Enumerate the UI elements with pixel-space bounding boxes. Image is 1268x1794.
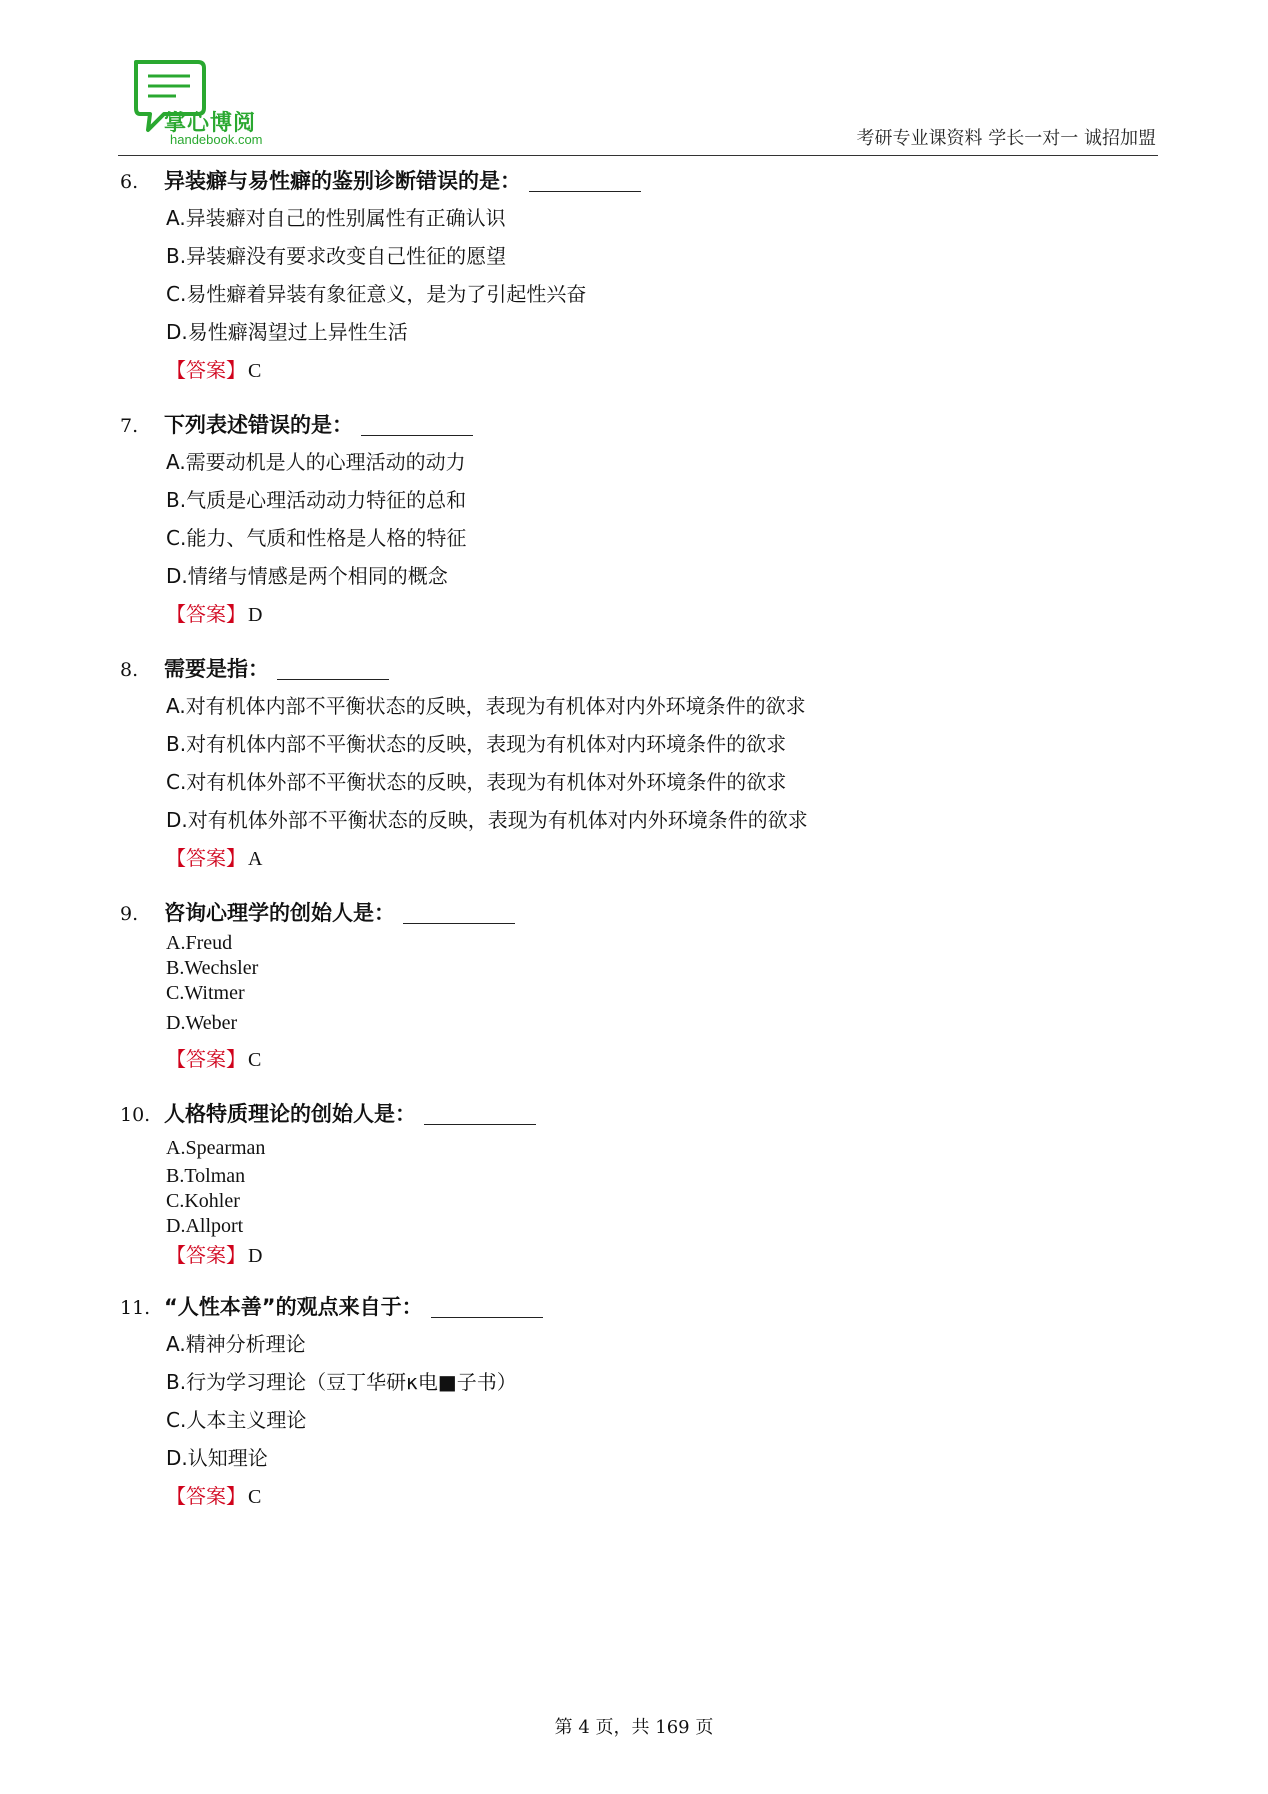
option-c: C.Witmer xyxy=(166,982,245,1004)
option-b: B.气质是心理活动动力特征的总和 xyxy=(166,488,467,512)
question-stem: 需要是指： xyxy=(164,657,269,681)
question-stem: 人格特质理论的创始人是： xyxy=(164,1102,416,1126)
answer-value: C xyxy=(248,1486,262,1508)
option-b: B.行为学习理论（豆丁华研κ电■子书） xyxy=(166,1370,517,1394)
option-d: D.认知理论 xyxy=(166,1446,268,1470)
answer-line xyxy=(0,1239,1268,1271)
answer-value: D xyxy=(248,1245,263,1267)
logo-url: handebook.com xyxy=(170,132,263,147)
option-a: A.Freud xyxy=(166,932,233,954)
answer-label: 【答案】 xyxy=(166,358,246,382)
header-divider xyxy=(118,155,1158,156)
header-tagline: 考研专业课资料 学长一对一 诚招加盟 xyxy=(856,128,1156,149)
answer-line xyxy=(0,1477,1268,1515)
answer-blank xyxy=(403,903,515,924)
option-c: C.对有机体外部不平衡状态的反映，表现为有机体对外环境条件的欲求 xyxy=(166,770,787,794)
option-a: A.对有机体内部不平衡状态的反映，表现为有机体对内外环境条件的欲求 xyxy=(166,694,806,718)
answer-blank xyxy=(431,1297,543,1318)
question-11 xyxy=(0,1289,1268,1515)
option-b: B.异装癖没有要求改变自己性征的愿望 xyxy=(166,244,507,268)
answer-label: 【答案】 xyxy=(166,1243,246,1267)
logo-text: 掌心博阅 xyxy=(164,111,257,136)
question-6 xyxy=(0,163,1268,389)
option-d: D.Allport xyxy=(166,1215,244,1237)
option-c: C.人本主义理论 xyxy=(166,1408,307,1432)
option-d: D.Weber xyxy=(166,1012,238,1034)
answer-line xyxy=(0,351,1268,389)
question-number: 11. xyxy=(120,1297,151,1319)
answer-line xyxy=(0,595,1268,633)
answer-line xyxy=(0,839,1268,877)
option-a: A.精神分析理论 xyxy=(166,1332,306,1356)
option-b: B.Wechsler xyxy=(166,957,259,979)
option-c: C.易性癖着异装有象征意义，是为了引起性兴奋 xyxy=(166,282,587,306)
answer-value: C xyxy=(248,1049,262,1071)
option-d: D.对有机体外部不平衡状态的反映，表现为有机体对内外环境条件的欲求 xyxy=(166,808,808,832)
option-d: D.易性癖渴望过上异性生活 xyxy=(166,320,408,344)
option-d: D.情绪与情感是两个相同的概念 xyxy=(166,564,448,588)
answer-blank xyxy=(361,415,473,436)
answer-label: 【答案】 xyxy=(166,1484,246,1508)
answer-value: A xyxy=(248,848,263,870)
question-stem: “人性本善”的观点来自于： xyxy=(164,1295,423,1319)
option-c: C.能力、气质和性格是人格的特征 xyxy=(166,526,467,550)
answer-label: 【答案】 xyxy=(166,602,246,626)
answer-label: 【答案】 xyxy=(166,846,246,870)
option-a: A.Spearman xyxy=(166,1137,266,1159)
question-number: 10. xyxy=(120,1104,151,1126)
option-b: B.对有机体内部不平衡状态的反映，表现为有机体对内环境条件的欲求 xyxy=(166,732,787,756)
question-number: 6. xyxy=(120,171,139,193)
answer-line xyxy=(0,1040,1268,1078)
option-a: A.需要动机是人的心理活动的动力 xyxy=(166,450,466,474)
answer-value: D xyxy=(248,604,263,626)
answer-label: 【答案】 xyxy=(166,1047,246,1071)
option-b: B.Tolman xyxy=(166,1165,246,1187)
question-9 xyxy=(0,895,1268,1078)
question-number: 7. xyxy=(120,415,139,437)
question-stem: 异装癖与易性癖的鉴别诊断错误的是： xyxy=(164,169,521,193)
question-10 xyxy=(0,1096,1268,1271)
answer-value: C xyxy=(248,360,262,382)
answer-blank xyxy=(529,171,641,192)
answer-blank xyxy=(424,1104,536,1125)
question-number: 9. xyxy=(120,903,139,925)
option-a: A.异装癖对自己的性别属性有正确认识 xyxy=(166,206,506,230)
question-number: 8. xyxy=(120,659,139,681)
question-list xyxy=(0,163,1268,1533)
option-c: C.Kohler xyxy=(166,1190,240,1212)
question-8 xyxy=(0,651,1268,877)
page-footer: 第 4 页，共 169 页 xyxy=(554,1717,714,1738)
question-7 xyxy=(0,407,1268,633)
question-stem: 下列表述错误的是： xyxy=(164,413,353,437)
answer-blank xyxy=(277,659,389,680)
question-stem: 咨询心理学的创始人是： xyxy=(164,901,395,925)
